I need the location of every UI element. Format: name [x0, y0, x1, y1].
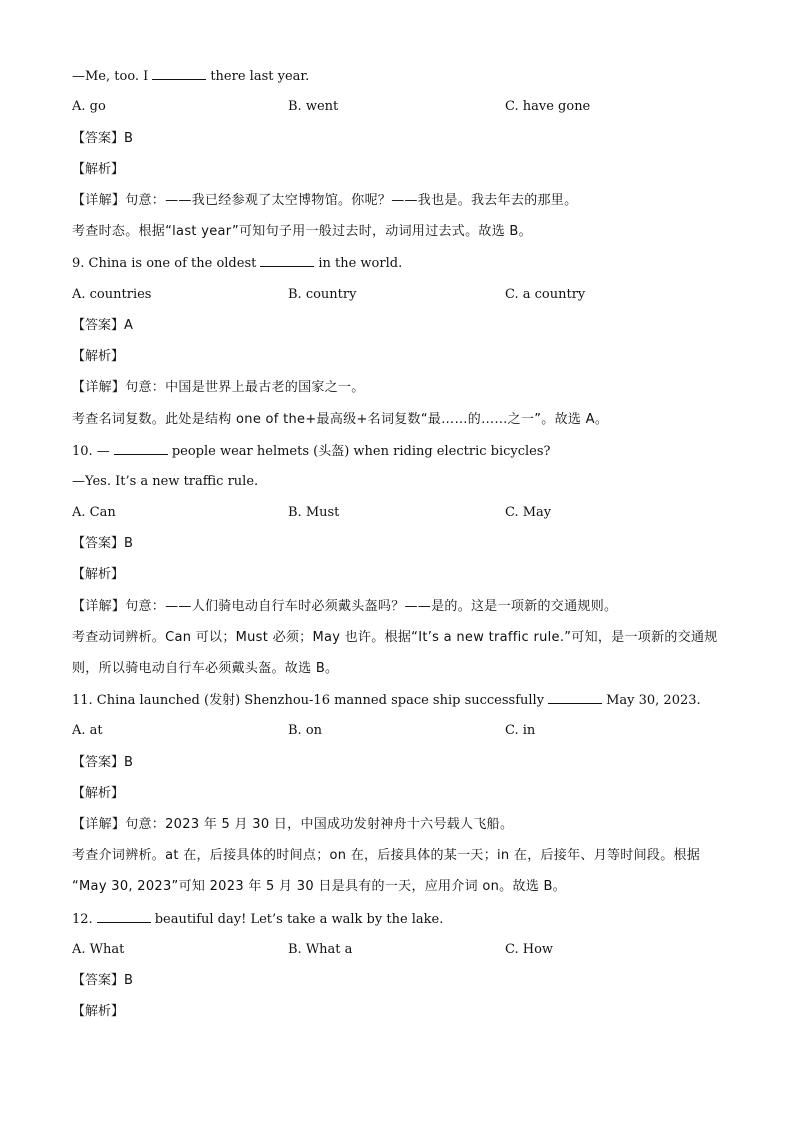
option-b: B. Must [288, 505, 340, 520]
question-11-stem-prefix: 11. China launched (发射) Shenzhou-16 manned space ship successfully [72, 693, 545, 708]
option-c: C. How [505, 942, 554, 957]
answer-blank [260, 254, 314, 267]
option-a: A. at [72, 723, 103, 738]
question-12-stem [72, 910, 732, 929]
question-12-stem-prefix: 12. [72, 912, 93, 927]
analysis-label: 【解析】 [72, 567, 125, 582]
option-c: C. May [505, 505, 552, 520]
answer-label: 【答案】B [72, 536, 133, 551]
explanation-text: 考查时态。根据“last year”可知句子用一般过去时，动词用过去式。故选 B。 [72, 224, 532, 239]
question-11-stem-suffix: May 30, 2023. [606, 693, 701, 708]
option-c: C. a country [505, 287, 586, 302]
answer-label: 【答案】B [72, 755, 133, 770]
option-b: B. went [288, 99, 339, 114]
option-c: C. have gone [505, 99, 591, 114]
question-8-stem [72, 67, 732, 86]
option-a: A. countries [72, 287, 152, 302]
answer-blank [548, 691, 602, 704]
answer-blank [114, 442, 168, 455]
question-10-stem-suffix: people wear helmets (头盔) when riding electric bicycles? [171, 444, 551, 459]
explanation-text-continued: “May 30, 2023”可知 2023 年 5 月 30 日是具有的一天，应用介词 on。故选 B。 [72, 879, 567, 894]
answer-blank [152, 67, 206, 80]
option-c: C. in [505, 723, 536, 738]
question-9-stem-prefix: 9. China is one of the oldest [72, 256, 257, 271]
answer-blank [97, 910, 151, 923]
explanation-text: 考查名词复数。此处是结构 one of the+最高级+名词复数“最……的……之一”。故选 A。 [72, 412, 609, 427]
option-a: A. Can [72, 505, 116, 520]
question-9-stem [72, 254, 732, 273]
question-10-stem-prefix: 10. — [72, 444, 110, 459]
analysis-label: 【解析】 [72, 349, 125, 364]
question-11-stem [72, 691, 732, 710]
option-b: B. on [288, 723, 323, 738]
answer-label: 【答案】B [72, 973, 133, 988]
option-b: B. What a [288, 942, 353, 957]
analysis-label: 【解析】 [72, 162, 125, 177]
option-a: A. go [72, 99, 106, 114]
answer-label: 【答案】B [72, 131, 133, 146]
question-10-reply: —Yes. It’s a new traffic rule. [72, 474, 259, 489]
detail-text: 【详解】句意：——我已经参观了太空博物馆。你呢？——我也是。我去年去的那里。 [72, 193, 578, 208]
detail-text: 【详解】句意：——人们骑电动自行车时必须戴头盔吗？——是的。这是一项新的交通规则。 [72, 599, 618, 614]
question-10-stem [72, 442, 732, 461]
option-b: B. country [288, 287, 357, 302]
analysis-label: 【解析】 [72, 1004, 125, 1019]
question-8-stem-prefix: —Me, too. I [72, 69, 149, 84]
explanation-text-continued: 则，所以骑电动自行车必须戴头盔。故选 B。 [72, 661, 339, 676]
analysis-label: 【解析】 [72, 786, 125, 801]
question-8-stem-suffix: there last year. [210, 69, 310, 84]
explanation-text: 考查介词辨析。at 在，后接具体的时间点；on 在，后接具体的某一天；in 在，后接年、月等时间段。根据 [72, 848, 701, 863]
detail-text: 【详解】句意：中国是世界上最古老的国家之一。 [72, 380, 365, 395]
detail-text: 【详解】句意：2023 年 5 月 30 日，中国成功发射神舟十六号载人飞船。 [72, 817, 514, 832]
answer-label: 【答案】A [72, 318, 133, 333]
question-9-stem-suffix: in the world. [318, 256, 403, 271]
option-a: A. What [72, 942, 125, 957]
explanation-text: 考查动词辨析。Can 可以；Must 必须；May 也许。根据“It’s a new traffic rule.”可知，是一项新的交通规 [72, 630, 718, 645]
question-12-stem-suffix: beautiful day! Let’s take a walk by the lake. [154, 912, 444, 927]
